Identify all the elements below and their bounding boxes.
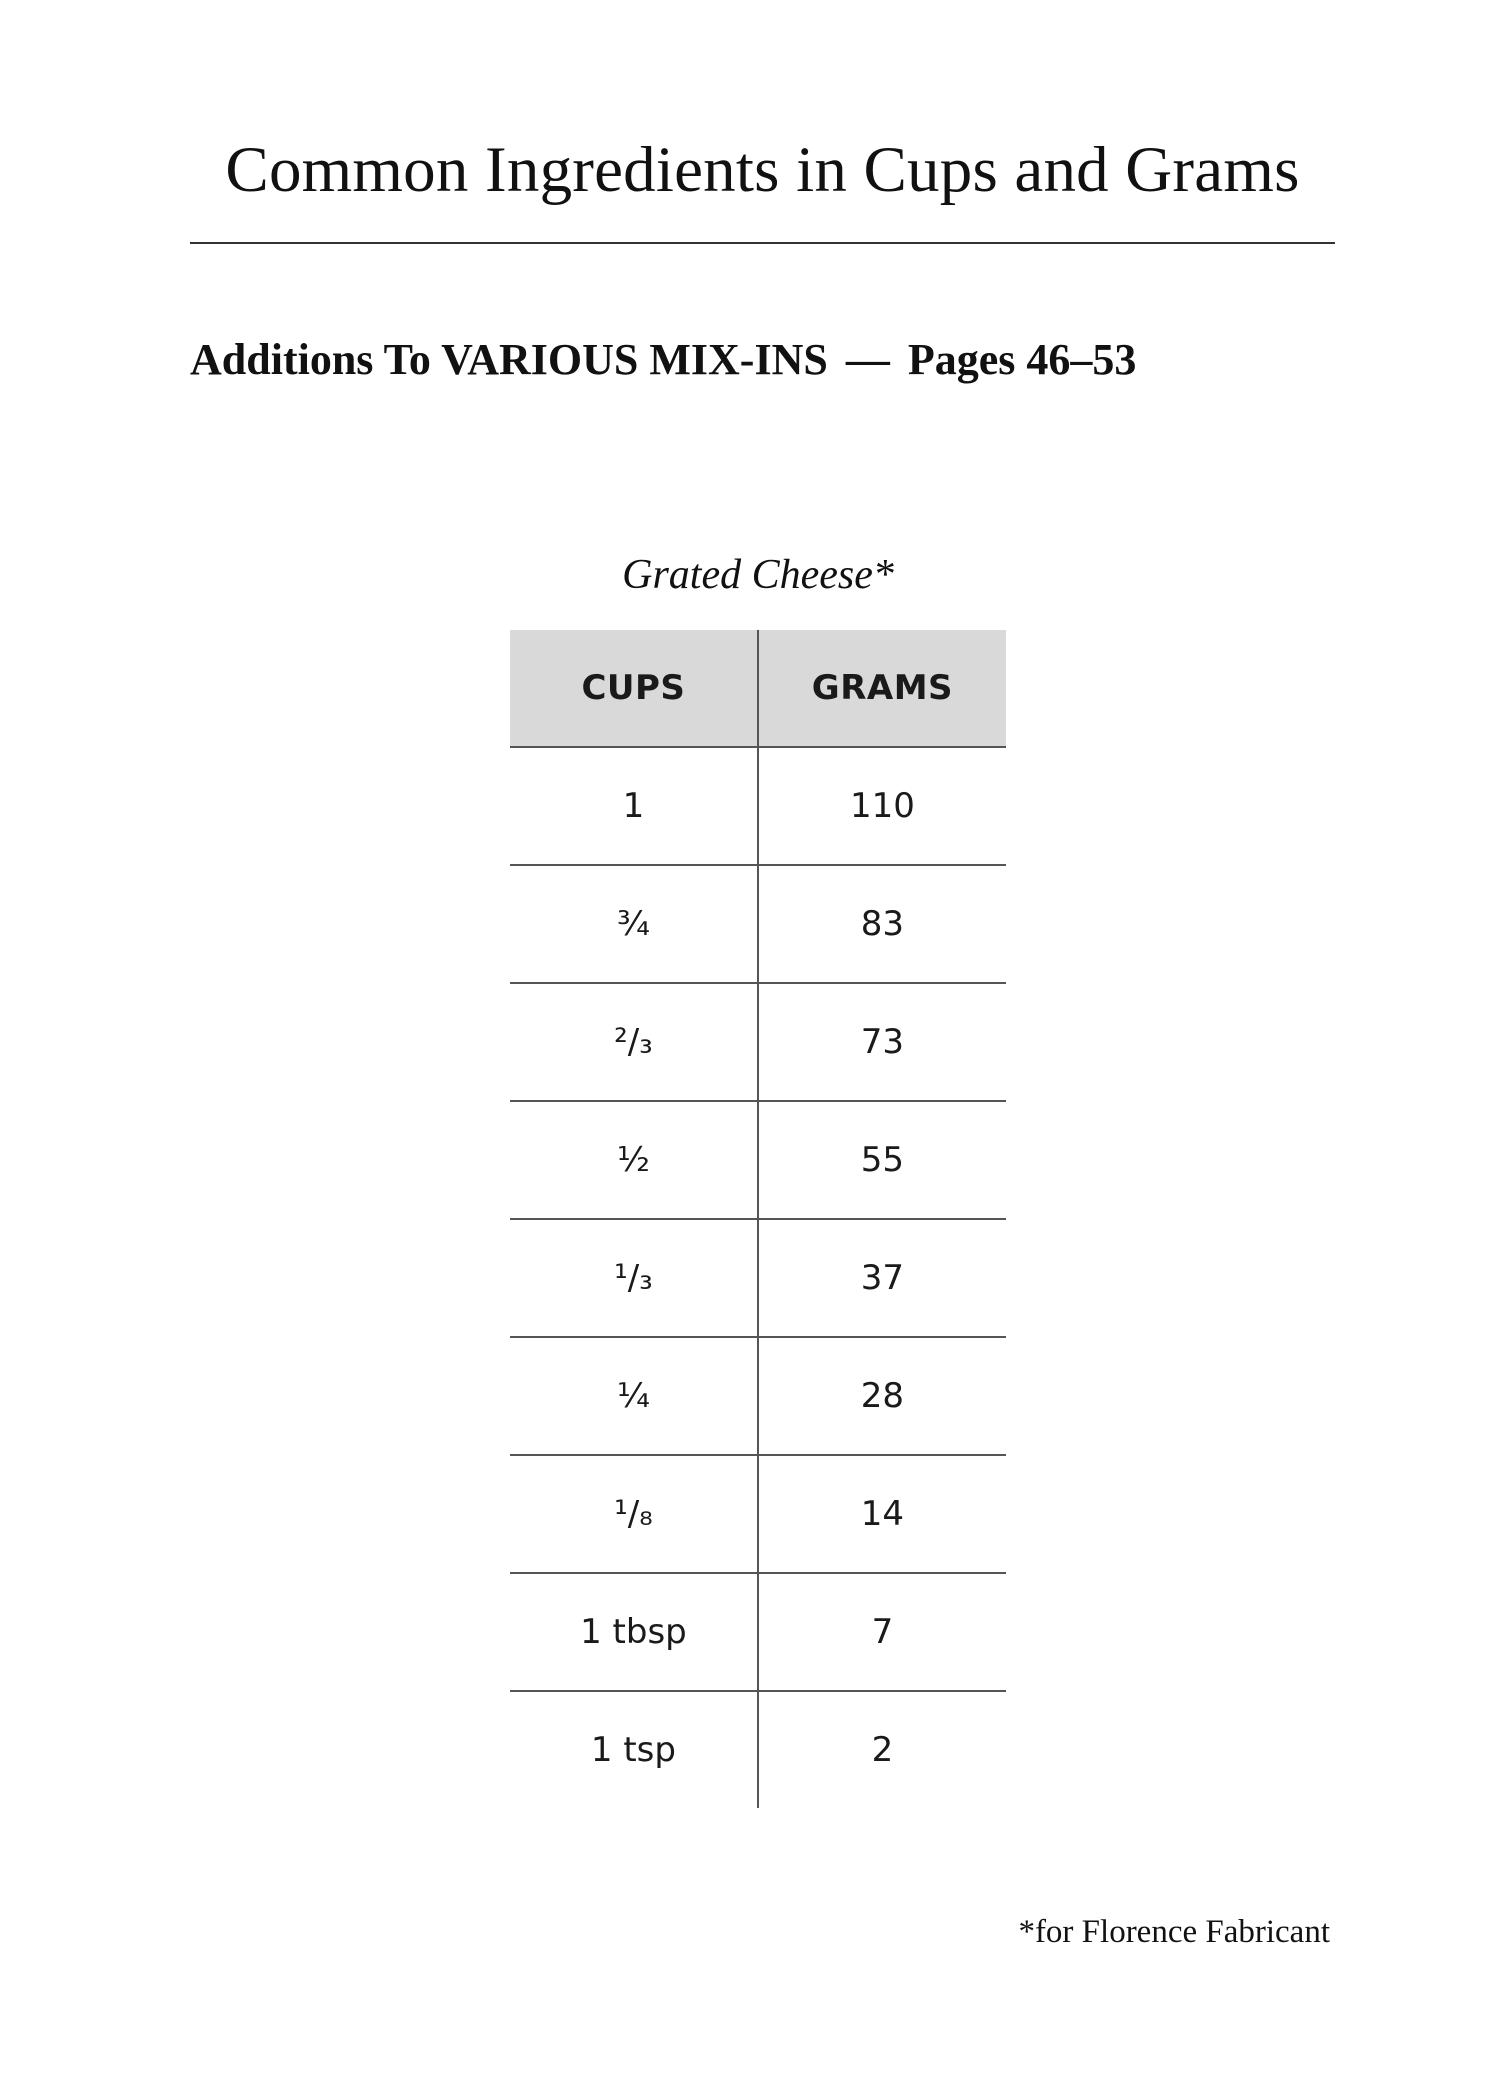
grams-cell: 2 xyxy=(871,1730,894,1770)
page-title: Common Ingredients in Cups and Grams xyxy=(225,134,1300,206)
title-divider xyxy=(190,242,1335,244)
table-row xyxy=(510,1219,1006,1337)
table-row xyxy=(510,1337,1006,1455)
cups-cell: ½ xyxy=(510,1101,758,1219)
grams-cell: 37 xyxy=(758,1219,1006,1337)
conversion-table xyxy=(510,630,1006,1808)
footnote: *for Florence Fabricant xyxy=(1018,1914,1330,1950)
grams-cell: 73 xyxy=(758,983,1006,1101)
grams-cell: 110 xyxy=(758,747,1006,865)
section-heading-pages: Pages 46–53 xyxy=(907,335,1137,384)
cups-cell: ¹/₃ xyxy=(510,1219,758,1337)
grams-cell: 28 xyxy=(758,1337,1006,1455)
section-heading-dash: — xyxy=(845,335,890,384)
table-header-row xyxy=(510,630,1006,747)
table-row xyxy=(510,1573,1006,1691)
cups-cell: ¾ xyxy=(510,865,758,983)
table-caption: Grated Cheese* xyxy=(622,552,894,598)
section-heading xyxy=(190,335,1137,384)
table-row xyxy=(510,1455,1006,1573)
table-row xyxy=(510,983,1006,1101)
cups-cell: ²/₃ xyxy=(510,983,758,1101)
cups-cell: 1 tbsp xyxy=(510,1573,758,1691)
column-header-cups: CUPS xyxy=(510,630,758,747)
table-row xyxy=(510,1101,1006,1219)
cups-cell: ¼ xyxy=(510,1337,758,1455)
cups-cell: 1 tsp xyxy=(510,1691,758,1808)
table-row xyxy=(510,865,1006,983)
section-heading-prefix: Additions To VARIOUS MIX-INS xyxy=(190,335,828,384)
cups-cell: ¹/₈ xyxy=(510,1455,758,1573)
grams-cell: 55 xyxy=(758,1101,1006,1219)
grams-cell: 83 xyxy=(758,865,1006,983)
table-row xyxy=(510,747,1006,865)
cups-cell: 1 xyxy=(510,747,758,865)
grams-cell: 7 xyxy=(758,1573,1006,1691)
grams-cell: 14 xyxy=(758,1455,1006,1573)
table-row xyxy=(510,1691,1006,1808)
column-header-grams: GRAMS xyxy=(758,630,1006,747)
